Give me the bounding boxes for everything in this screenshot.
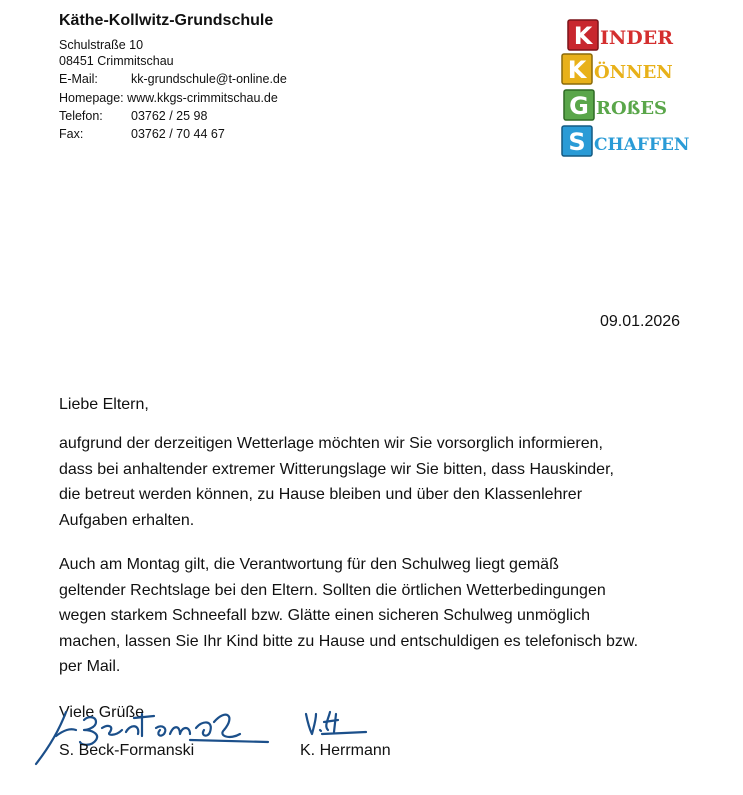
paragraph-1-line: aufgrund der derzeitigen Wetterlage möchten wir Sie vorsorglich informieren,: [59, 435, 603, 452]
paragraph-1-line: dass bei anhaltender extremer Witterungslage wir Sie bitten, dass Hauskinder,: [59, 460, 614, 478]
logo-word-rosses: ROßES: [596, 98, 668, 119]
logo-letter-g: G: [569, 92, 589, 120]
logo-row-grosses: [564, 90, 667, 120]
signature-beck-formanski: [30, 706, 280, 770]
paragraph-2-line: machen, lassen Sie Ihr Kind bitte zu Hause und entschuldigen es telefonisch bzw.: [59, 632, 639, 650]
logo-row-koennen: [562, 54, 673, 84]
logo-letter-k2: K: [567, 56, 587, 84]
logo-row-kinder: [568, 20, 673, 50]
paragraph-2: [59, 552, 638, 680]
address-street: Schulstraße 10: [59, 38, 144, 52]
logo-row-schaffen: [562, 126, 689, 156]
homepage-link[interactable]: www.kkgs-crimmitschau.de: [127, 91, 278, 105]
logo-letter-s: S: [568, 128, 586, 156]
paragraph-2-line: wegen starkem Schneefall bzw. Glätte einen sicheren Schulweg unmöglich: [59, 607, 590, 624]
signature-name-right: K. Herrmann: [300, 742, 391, 759]
fax-number: 03762 / 70 44 67: [131, 127, 225, 141]
address-city: 08451 Crimmitschau: [59, 54, 174, 68]
closing: Viele Grüße: [59, 704, 145, 721]
letter-date: 09.01.2026: [600, 313, 681, 330]
paragraph-2-line: per Mail.: [59, 658, 121, 675]
phone-line: [59, 108, 207, 124]
fax-label: Fax:: [59, 127, 84, 141]
paragraph-1-line: die betreut werden können, zu Hause bleiben und über den Klassenlehrer: [59, 486, 583, 503]
email-label: E-Mail:: [59, 72, 98, 86]
school-name: Käthe-Kollwitz-Grundschule: [59, 12, 274, 29]
email-line: [59, 71, 287, 87]
fax-line: [59, 126, 225, 142]
homepage-label: Homepage:: [59, 91, 124, 105]
logo-letter-k1: K: [573, 22, 593, 50]
salutation: Liebe Eltern,: [59, 396, 149, 413]
logo-word-oennen: ÖNNEN: [594, 62, 673, 83]
paragraph-1-line: Aufgaben erhalten.: [59, 511, 195, 529]
homepage-line: [59, 90, 278, 106]
signature-name-left: S. Beck-Formanski: [59, 742, 195, 759]
logo-word-inder: INDER: [600, 27, 674, 49]
paragraph-2-line: geltender Rechtslage bei den Eltern. Sollten die örtlichen Wetterbedingungen: [59, 581, 606, 599]
signature-herrmann: [300, 708, 380, 744]
paragraph-2-line: Auch am Montag gilt, die Verantwortung für den Schulweg liegt gemäß: [59, 556, 559, 573]
email-address[interactable]: kk-grundschule@t-online.de: [131, 72, 287, 86]
phone-label: Telefon:: [59, 109, 103, 123]
logo-word-chaffen: CHAFFEN: [594, 135, 690, 155]
paragraph-1: [59, 431, 614, 533]
phone-number: 03762 / 25 98: [131, 109, 208, 123]
school-logo: [558, 16, 726, 162]
